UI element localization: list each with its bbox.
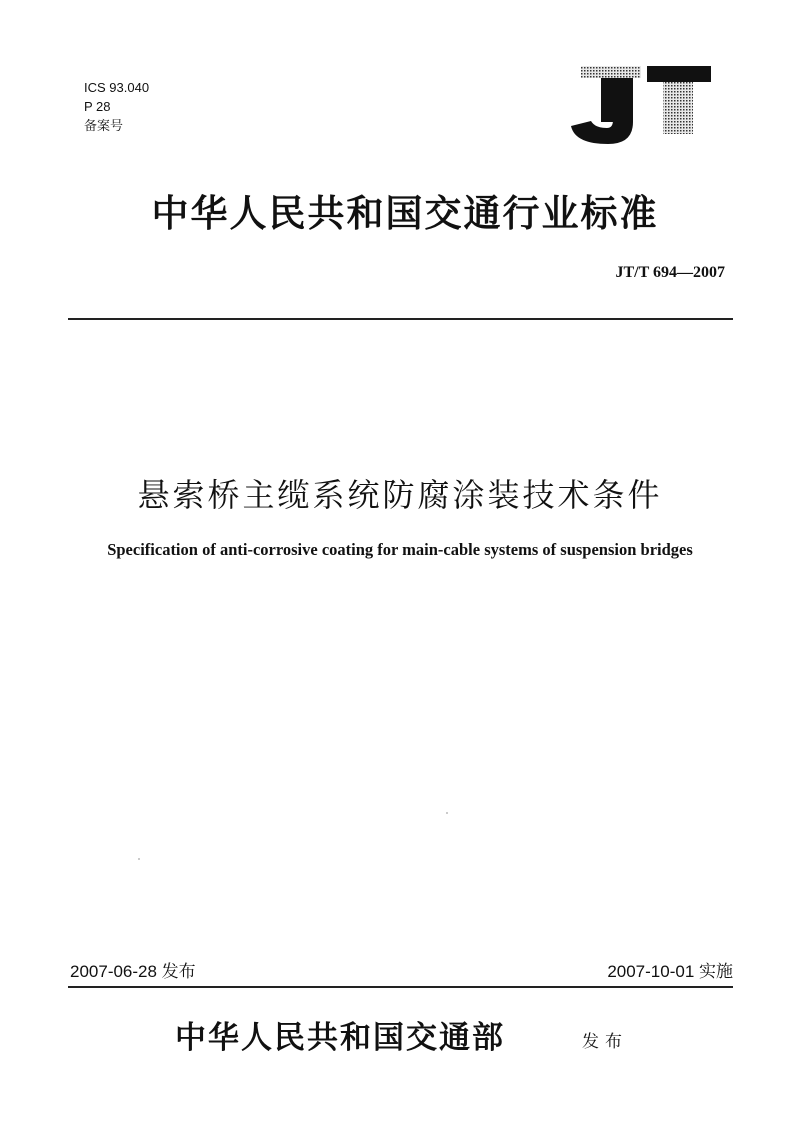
document-title-english: Specification of anti-corrosive coating for main-cable systems of suspension bridges [107, 540, 693, 559]
category-code: P 28 [84, 99, 111, 114]
classification-block [84, 78, 149, 135]
scan-speck [446, 812, 448, 814]
scan-speck [138, 858, 140, 860]
effective-date: 2007-10-01 实施 [607, 962, 733, 981]
top-divider [68, 318, 733, 320]
publish-label: 发布 [582, 1032, 628, 1052]
bottom-divider [68, 986, 733, 988]
standard-code: JT/T 694—2007 [615, 264, 725, 281]
publisher-name: 中华人民共和国交通部 [175, 1020, 505, 1056]
jt-logo [563, 64, 713, 148]
record-number-label: 备案号 [84, 118, 124, 133]
standard-title: 中华人民共和国交通行业标准 [151, 191, 659, 235]
ics-code: ICS 93.040 [84, 80, 150, 95]
issue-date: 2007-06-28 发布 [70, 962, 196, 981]
document-title: 悬索桥主缆系统防腐涂装技术条件 [137, 476, 663, 514]
